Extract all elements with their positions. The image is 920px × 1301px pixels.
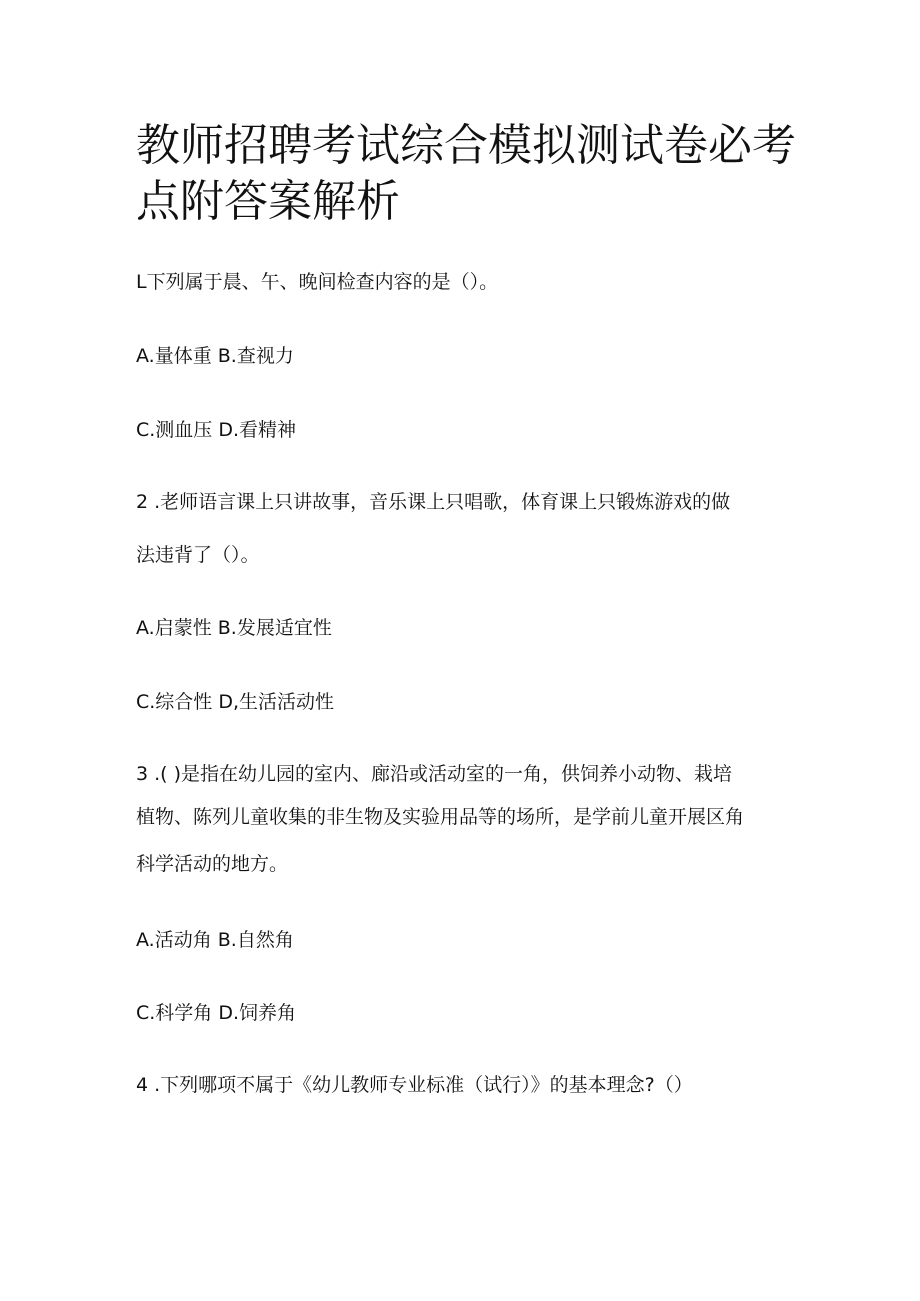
question-2-options-cd: C.综合性 D,生活活动性 [136, 691, 335, 713]
question-3-stem-line-2: 植物、陈列儿童收集的非生物及实验用品等的场所，是学前儿童开展区角 [136, 806, 745, 828]
question-3-options-ab: A.活动角 B.自然角 [136, 929, 294, 951]
question-1-stem: L下列属于晨、午、晚间检查内容的是（）。 [136, 271, 499, 293]
question-3-stem-line-3: 科学活动的地方。 [136, 853, 289, 875]
question-2-options-ab: A.启蒙性 B.发展适宜性 [136, 617, 332, 639]
question-1-options-ab: A.量体重 B.查视力 [136, 345, 294, 367]
question-4-stem: 4 .下列哪项不属于《幼儿教师专业标准（试行）》的基本理念?（） [136, 1074, 693, 1096]
document-title: 教师招聘考试综合模拟测试卷必考点附答案解析 [136, 120, 796, 227]
question-1-options-cd: C.测血压 D.看精神 [136, 419, 297, 441]
question-2-stem-line-2: 法违背了（）。 [136, 544, 260, 566]
question-2-stem-line-1: 2 .老师语言课上只讲故事，音乐课上只唱歌，体育课上只锻炼游戏的做 [136, 491, 731, 513]
question-3-options-cd: C.科学角 D.饲养角 [136, 1002, 297, 1024]
question-3-stem-line-1: 3 .( )是指在幼儿园的室内、廊沿或活动室的一角，供饲养小动物、栽培 [136, 763, 733, 785]
